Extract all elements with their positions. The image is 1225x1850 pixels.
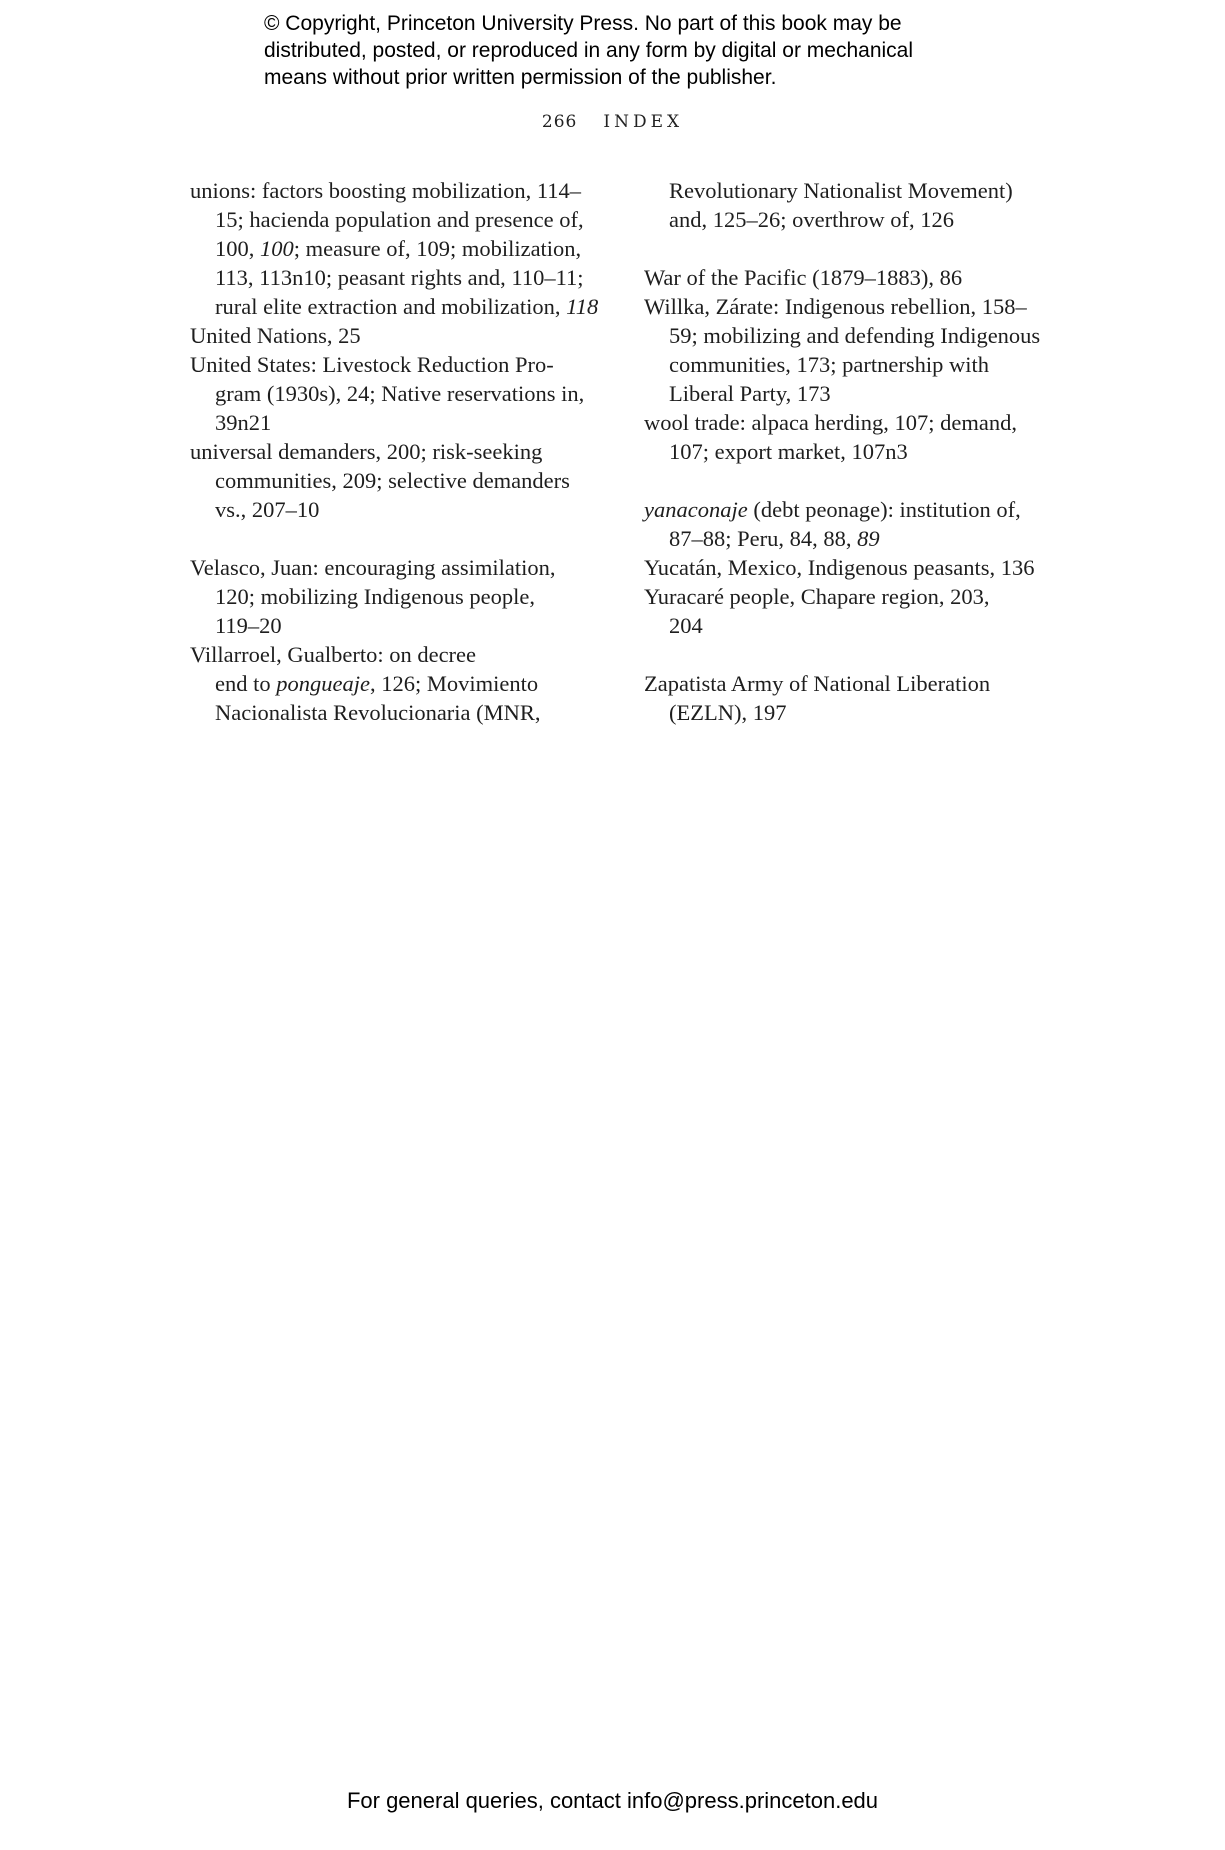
index-line [190,640,610,669]
index-text: Villarroel, Gualberto: on decree [190,642,477,667]
index-line [644,176,1064,205]
index-line [190,321,610,350]
index-text-italic: pongueaje [276,671,370,696]
index-line [190,350,610,379]
index-text: communities, 209; selective demanders [215,468,570,493]
index-text: 39n21 [215,410,272,435]
index-text: 120; mobilizing Indigenous people, [215,584,535,609]
index-text: , 126; Movimiento [369,671,539,696]
index-text: wool trade: alpaca herding, 107; demand, [644,410,1017,435]
index-text: Liberal Party, 173 [669,381,831,406]
copyright-line: © Copyright, Princeton University Press. No part of this book may be [264,12,902,35]
index-line [644,524,1064,553]
index-line [644,669,1064,698]
index-line [644,495,1064,524]
index-text: 119–20 [215,613,282,638]
index-line [644,553,1064,582]
index-text: Yucatán, Mexico, Indigenous peasants, 136 [644,555,1035,580]
index-line [644,205,1064,234]
copyright-notice [264,10,1004,91]
index-text: Nacionalista Revolucionaria (MNR, [215,700,541,725]
index-text: Zapatista Army of National Liberation [644,671,991,696]
index-text: ; measure of, 109; mobilization, [293,236,582,261]
index-text: 15; hacienda population and presence of, [215,207,584,232]
index-line [190,582,610,611]
index-line [190,669,610,698]
index-text: United Nations, 25 [190,323,361,348]
index-text: 59; mobilizing and defending Indigenous [669,323,1041,348]
index-text-italic: 100 [260,236,294,261]
index-line [190,495,610,524]
index-line [190,205,610,234]
index-line [190,553,610,582]
index-line [190,466,610,495]
copyright-line: means without prior written permission of the publisher. [264,66,777,89]
index-text: Revolutionary Nationalist Movement) [669,178,1013,203]
index-line [190,379,610,408]
entry-gap [644,234,1064,263]
footer-contact: For general queries, contact info@press.princeton.edu [346,1788,879,1813]
index-text-italic: 89 [857,526,880,551]
index-text: (EZLN), 197 [669,700,787,725]
index-text: War of the Pacific (1879–1883), 86 [644,265,963,290]
index-line [644,582,1064,611]
index-text-italic: yanaconaje [644,497,748,522]
index-line [190,437,610,466]
index-text: rural elite extraction and mobilization, [215,294,567,319]
index-line [190,611,610,640]
index-text-italic: 118 [566,294,599,319]
index-text: United States: Livestock Reduction Pro- [190,352,554,377]
index-line [644,350,1064,379]
index-column-left [190,176,610,727]
index-text: end to [215,671,277,696]
index-column-right [644,176,1064,727]
index-text: 204 [669,613,703,638]
index-line [644,321,1064,350]
index-line [644,263,1064,292]
index-text: Yuracaré people, Chapare region, 203, [644,584,990,609]
index-line [190,176,610,205]
index-text: (debt peonage): institution of, [747,497,1021,522]
entry-gap [190,524,610,553]
entry-gap [644,466,1064,495]
index-text: Velasco, Juan: encouraging assimilation, [190,555,556,580]
page-number: 266 [541,112,578,132]
index-text: vs., 207–10 [215,497,320,522]
index-text: 107; export market, 107n3 [669,439,908,464]
index-text: 87–88; Peru, 84, 88, [669,526,858,551]
index-text: gram (1930s), 24; Native reservations in, [215,381,585,406]
index-text: Willka, Zárate: Indigenous rebellion, 158– [644,294,1027,319]
index-text: 100, [215,236,260,261]
index-line [644,408,1064,437]
entry-gap [644,640,1064,669]
index-line [190,698,610,727]
index-text: universal demanders, 200; risk-seeking [190,439,543,464]
copyright-line: distributed, posted, or reproduced in any form by digital or mechanical [264,39,914,62]
index-text: unions: factors boosting mobilization, 114– [190,178,582,203]
running-head [0,112,1225,132]
index-line [644,698,1064,727]
index-line [644,292,1064,321]
index-text: communities, 173; partnership with [669,352,989,377]
index-text: and, 125–26; overthrow of, 126 [669,207,954,232]
index-text: 113, 113n10; peasant rights and, 110–11; [215,265,584,290]
index-line [190,292,610,321]
index-line [644,379,1064,408]
index-line [190,263,610,292]
index-line [190,408,610,437]
index-line [190,234,610,263]
index-line [644,611,1064,640]
index-line [644,437,1064,466]
section-title: INDEX [603,112,684,132]
